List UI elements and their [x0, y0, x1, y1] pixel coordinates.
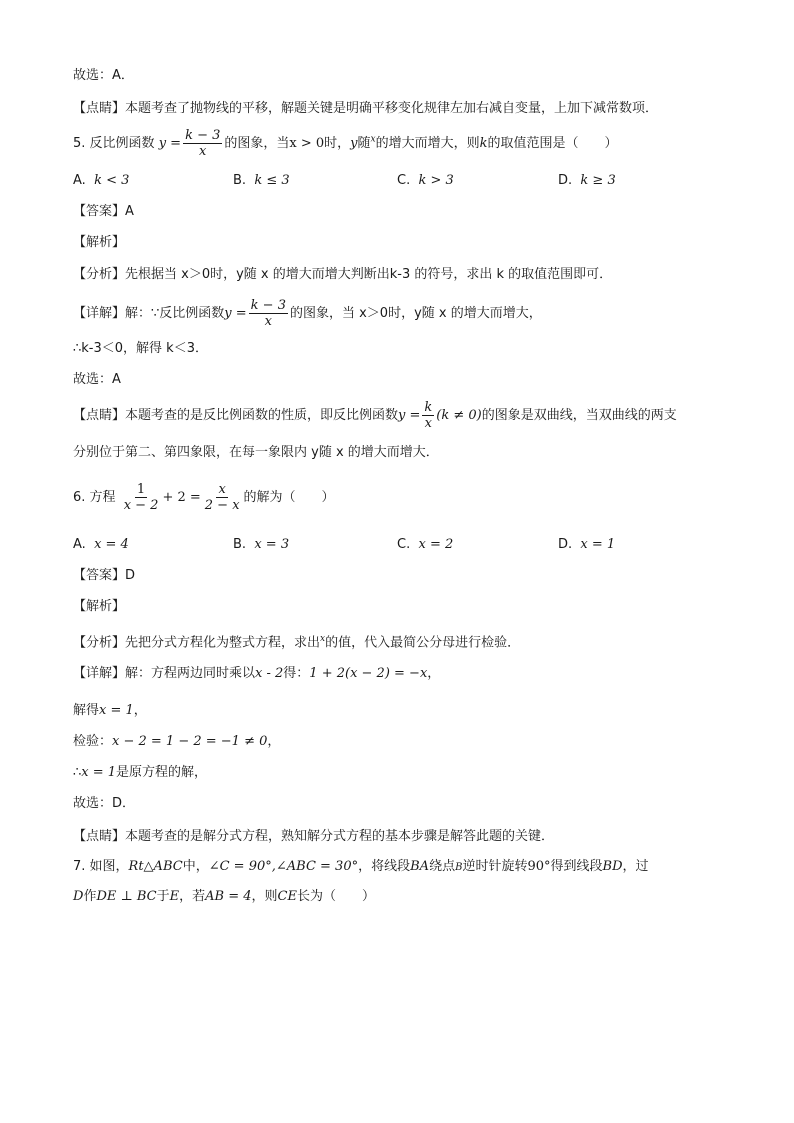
- q6-comment: 【点睛】本题考查的是解分式方程，熟知解分式方程的基本步骤是解答此题的关键．: [73, 829, 555, 844]
- q6-analysis-head: 【解析】: [73, 599, 126, 614]
- q5-cond: x > 0: [289, 136, 325, 151]
- q5-answer: 【答案】A: [73, 204, 134, 219]
- q5-y: y: [350, 136, 358, 151]
- q5-analysis: 【分析】先根据当 x＞0时，y随 x 的增大而增大判断出k-3 的符号，求出 k 的取值范围即可．: [73, 267, 613, 282]
- q6-fraction-1: $\frac{1}{x - 2}$: [123, 482, 159, 513]
- q5-k: k: [479, 136, 488, 151]
- q6-check: 检验：x − 2 = 1 − 2 = −1 ≠ 0，: [73, 734, 281, 749]
- q6-detail: 【详解】解：方程两边同时乘以x - 2得：1 + 2(x − 2) = −x，: [73, 666, 441, 681]
- q5-frac-num: k − 3: [185, 128, 221, 143]
- q5-comment: 【点睛】本题考查的是反比例函数的性质，即反比例函数y = $\frac{k}{x}$ (k ≠ 0)的图象是双曲线，当双曲线的两支: [73, 400, 677, 431]
- q5-detail: 【详解】解：∵反比例函数y = $\frac{k - 3}{x}$ 的图象，当 x＞0时，y随 x 的增大而增大，: [73, 298, 542, 329]
- q6-option-d: D. x = 1: [558, 537, 616, 552]
- q6-analysis: 【分析】先把分式方程化为整式方程，求出$^x$的值，代入最简公分母进行检验．: [73, 634, 521, 651]
- q5-frac-den: x: [199, 144, 207, 159]
- q6-root: ∴x = 1是原方程的解，: [73, 765, 208, 780]
- q5-option-d: D. k ≥ 3: [558, 173, 616, 188]
- q5-comment-cont: 分别位于第二、第四象限，在每一象限内 y随 x 的增大而增大．: [73, 445, 439, 460]
- q5-stem: [73, 128, 618, 159]
- q6-option-c: C. x = 2: [397, 537, 454, 552]
- q6-option-b: B. x = 3: [233, 537, 290, 552]
- q5-stem-e: 的取值范围是（ ）: [487, 136, 618, 151]
- q5-conclusion: 故选：A: [73, 372, 121, 387]
- q7-line-2: D作DE ⊥ BC于E，若AB = 4，则CE长为（ ）: [73, 889, 375, 904]
- q5-stem-d: 的增大而增大，则: [375, 136, 480, 151]
- q5-y-eq: y =: [158, 136, 182, 151]
- q5-stem-b: 时，: [324, 136, 351, 151]
- q6-answer: 【答案】D: [73, 568, 136, 583]
- q7-line-1: 7. 如图，Rt△ABC中，∠C = 90°,∠ABC = 30°，将线段BA绕点B逆时针旋转90°得到线段BD，过: [73, 859, 649, 874]
- q5-stem-c: 随: [357, 136, 371, 151]
- q6-option-a: A. x = 4: [73, 537, 129, 552]
- prev-comment: 【点睛】本题考查了抛物线的平移，解题关键是明确平移变化规律左加右减自变量，上加下减常数项．: [73, 101, 659, 116]
- q5-fraction: [183, 128, 222, 159]
- q5-detail-fraction: $\frac{k - 3}{x}$: [250, 298, 286, 329]
- prev-conclusion: 故选：A．: [73, 68, 134, 83]
- q5-therefore: ∴k-3＜0，解得 k＜3．: [73, 341, 208, 356]
- q5-number: 5. 反比例函数: [73, 136, 155, 151]
- q5-analysis-head: 【解析】: [73, 235, 126, 250]
- q5-x: x: [370, 134, 376, 145]
- q6-fraction-2: $\frac{x}{2 - x}$: [204, 482, 240, 513]
- q5-option-c: C. k > 3: [397, 173, 454, 188]
- q5-option-a: A. k < 3: [73, 173, 130, 188]
- q5-option-b: B. k ≤ 3: [233, 173, 290, 188]
- q6-conclusion: 故选：D．: [73, 796, 136, 811]
- q5-stem-a: 的图象，当: [224, 136, 290, 151]
- q6-stem: 6. 方程 $\frac{1}{x - 2}$ + 2 = $\frac{x}{2 - x}$ 的解为（ ）: [73, 482, 335, 513]
- q5-comment-fraction: $\frac{k}{x}$: [424, 400, 433, 431]
- q6-solve: 解得x = 1，: [73, 703, 147, 718]
